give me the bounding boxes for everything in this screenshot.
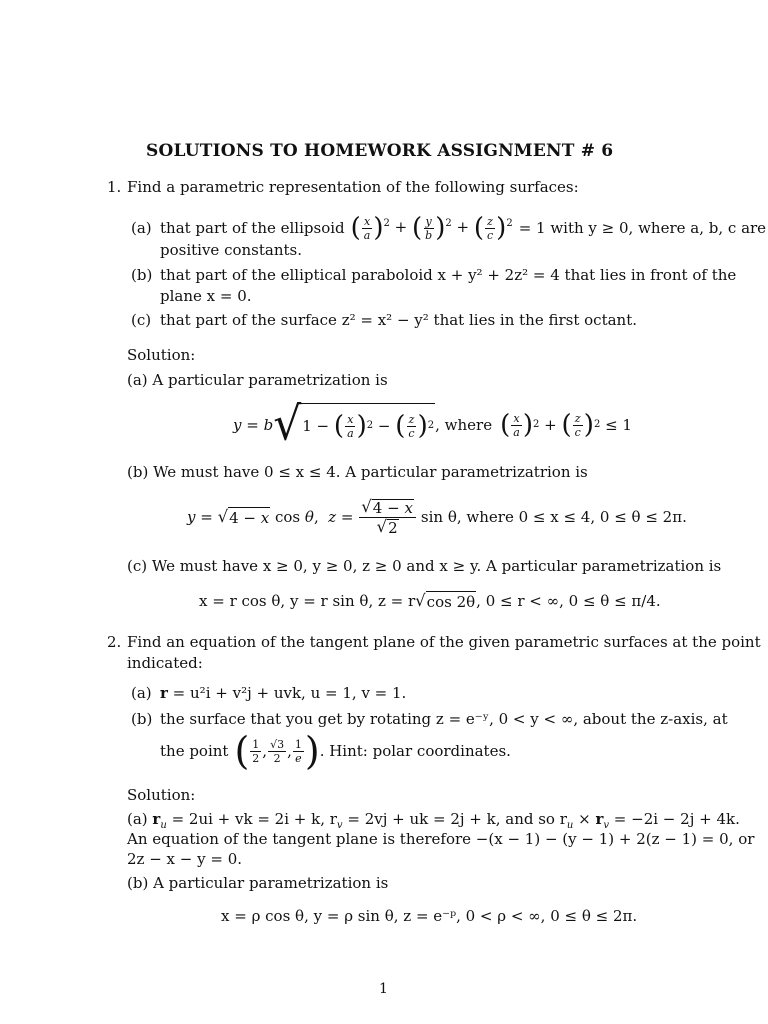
problem-2a-text: u²i + v²j + uvk, u = 1, v = 1. bbox=[190, 684, 407, 702]
solution-1c-eq-head: x = r cos θ, y = r sin θ, z = r bbox=[199, 592, 416, 610]
problem-1b-label: (b) bbox=[131, 266, 153, 284]
point-coordinates: ( $\frac{1}{2}$ , $\frac{√3}{2}$ , $\frac{1}{e}$ ) bbox=[234, 729, 320, 773]
problem-2-number: 2. bbox=[107, 633, 122, 651]
solution-1c-intro: (c) We must have x ≥ 0, y ≥ 0, z ≥ 0 and x ≥ y. A particular parametrization is bbox=[127, 557, 722, 575]
problem-2-prompt-line2: indicated: bbox=[127, 654, 203, 672]
problem-2a-statement: r = u²i + v²j + uvk, u = 1, v = 1. bbox=[160, 684, 407, 702]
problem-1a-line2: positive constants. bbox=[160, 241, 302, 259]
problem-2-prompt-line1: Find an equation of the tangent plane of the given parametric surfaces at the point bbox=[127, 633, 761, 651]
problem-2-solution-label: Solution: bbox=[127, 786, 196, 804]
problem-1c-label: (c) bbox=[131, 311, 152, 329]
problem-2a-label: (a) bbox=[131, 684, 152, 702]
problem-1a-text-before: that part of the ellipsoid bbox=[160, 219, 345, 237]
solution-1b-intro: (b) We must have 0 ≤ x ≤ 4. A particular parametrizatrion is bbox=[127, 463, 588, 481]
solution-2a-line1: (a) $r_u = 2ui$ + vk = 2i + k, $r_v = 2vj$ + uk = 2j + k, and so $r_u \times r_v = -2i - 2j + 4k$. bbox=[127, 810, 740, 831]
problem-1b-line1: that part of the elliptical paraboloid x + y² + 2z² = 4 that lies in front of the bbox=[160, 266, 737, 284]
problem-2b-point-label: the point bbox=[160, 742, 229, 760]
solution-1a-intro: (a) A particular parametrization is bbox=[127, 371, 388, 389]
sqrt-expression: √ 1 − ( $\frac{x}{a}$ ) 2 − ( $\frac{z}{c}$ ) 2 bbox=[273, 397, 435, 452]
solution-2a-line1-part2: = 2vj + uk = 2j + k, and so r bbox=[347, 810, 567, 828]
solution-1b-equation: y = √ 4 − x cos θ, z = √ 4 − x √ 2 sin θ, where 0 ≤ x ≤ 4, 0 ≤ θ ≤ 2π. bbox=[187, 496, 687, 537]
solution-2b-intro: (b) A particular parametrization is bbox=[127, 874, 389, 892]
problem-2b-line1: the surface that you get by rotating z = e⁻ʸ, 0 < y < ∞, about the z-axis, at bbox=[160, 710, 728, 728]
problem-1a-label: (a) bbox=[131, 219, 152, 237]
solution-1c-equation: x = r cos θ, y = r sin θ, z = r √ cos 2θ , 0 ≤ r < ∞, 0 ≤ θ ≤ π/4. bbox=[199, 591, 661, 611]
solution-1c-eq-root: cos 2θ bbox=[426, 593, 476, 611]
problem-2b-hint: . Hint: polar coordinates. bbox=[319, 742, 511, 760]
solution-2a-line2: An equation of the tangent plane is therefore −(x − 1) − (y − 1) + 2(z − 1) = 0, or bbox=[127, 830, 755, 848]
problem-2b-label: (b) bbox=[131, 710, 153, 728]
solution-1a-equation: y = b √ 1 − ( $\frac{x}{a}$ ) 2 − ( $\frac{z}{c}$ ) 2 , where ( $\frac{x}{a}$ ) 2 + ( $\frac{z}{c}$ ) 2 ≤ 1 bbox=[233, 397, 632, 452]
problem-1c-line1: that part of the surface z² = x² − y² that lies in the first octant. bbox=[160, 311, 637, 329]
problem-1-prompt: Find a parametric representation of the following surfaces: bbox=[127, 178, 579, 196]
solution-1a-where: , where bbox=[435, 416, 493, 434]
solution-1c-eq-tail: , 0 ≤ r < ∞, 0 ≤ θ ≤ π/4. bbox=[476, 592, 661, 610]
ellipsoid-expression: ( $\frac{x}{a}$ )$^2$ + ( $\frac{y}{b}$ )$^2$ + ( $\frac{z}{c}$ )$^2$ bbox=[350, 213, 513, 243]
solution-1b-tail: sin θ, where 0 ≤ x ≤ 4, 0 ≤ θ ≤ 2π. bbox=[420, 508, 687, 526]
solution-2a-line1-part3: = −2i − 2j + 4k. bbox=[613, 810, 740, 828]
solution-2b-equation: x = ρ cos θ, y = ρ sin θ, z = e⁻ᵖ, 0 < ρ < ∞, 0 ≤ θ ≤ 2π. bbox=[221, 907, 638, 925]
solution-1a-condition: ( $\frac{x}{a}$ ) 2 + ( $\frac{z}{c}$ ) 2 ≤ 1 bbox=[500, 410, 632, 440]
solution-2a-line1-part1: = 2ui + vk = 2i + k, r bbox=[171, 810, 337, 828]
page-title: SOLUTIONS TO HOMEWORK ASSIGNMENT # 6 bbox=[146, 141, 614, 161]
page-number: 1 bbox=[379, 981, 388, 997]
problem-2b-point-line bbox=[160, 728, 511, 774]
solution-2a-line3: 2z − x − y = 0. bbox=[127, 850, 243, 868]
problem-1a-text-after: = 1 with y ≥ 0, where a, b, c are bbox=[518, 219, 767, 237]
problem-1-number: 1. bbox=[107, 178, 122, 196]
problem-1b-line2: plane x = 0. bbox=[160, 287, 252, 305]
problem-1-solution-label: Solution: bbox=[127, 346, 196, 364]
